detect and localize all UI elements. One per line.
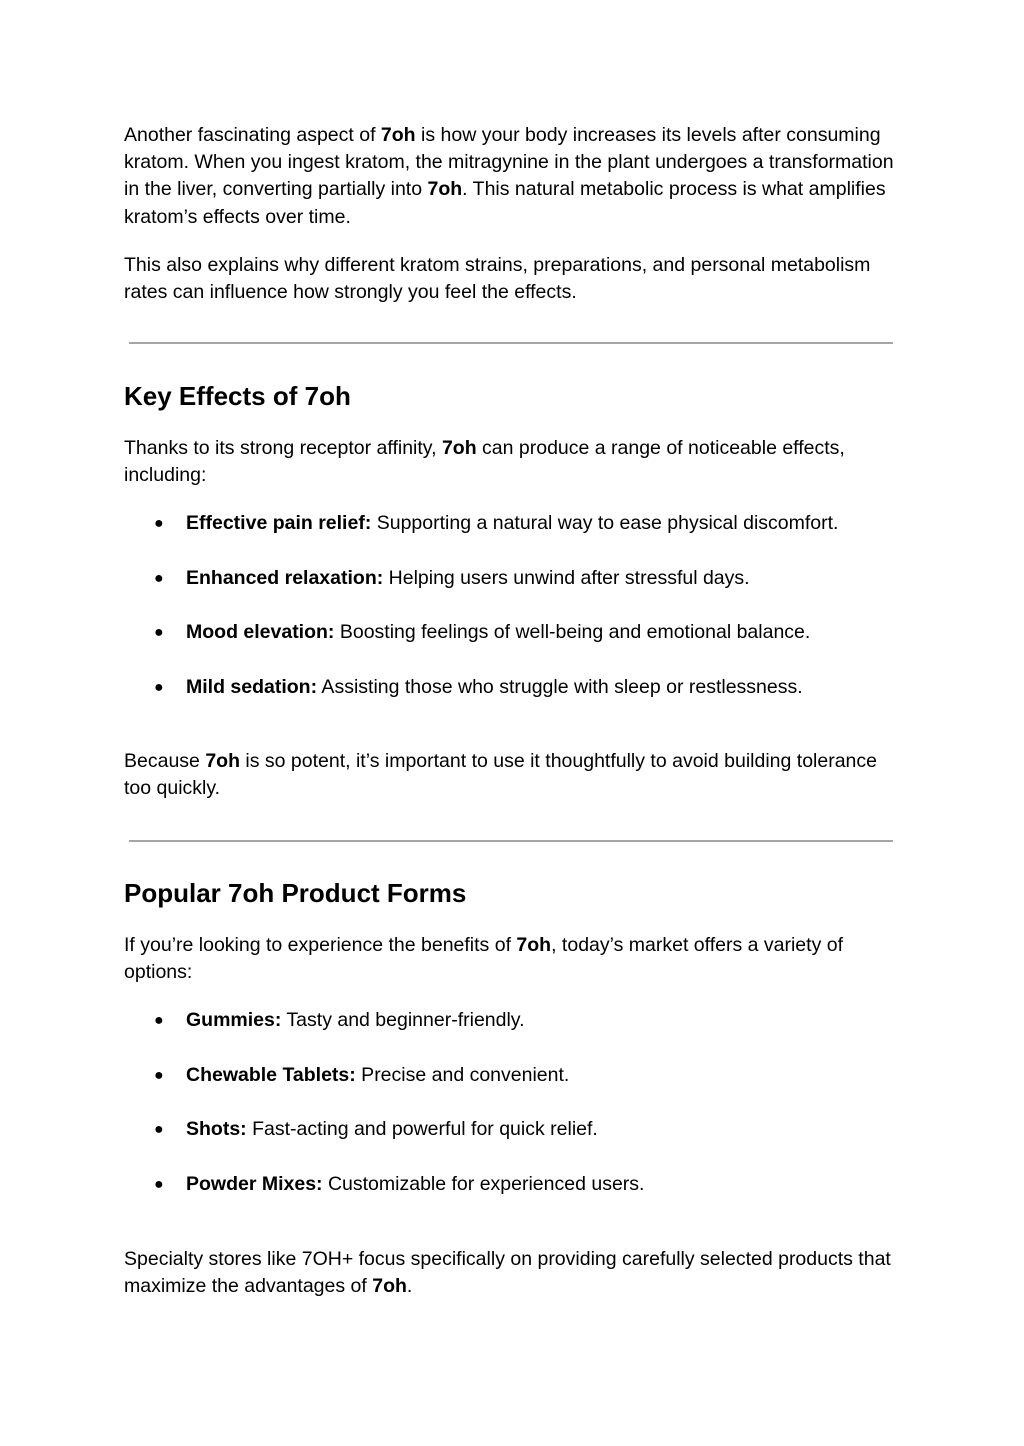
text-span: is how your body increases its levels after consuming kratom. When you ingest kratom, the mitragynine in the plant undergoes a transformation in the liver, converting partially into xyxy=(124,124,894,201)
list-item xyxy=(124,1116,900,1171)
effects-outro-paragraph xyxy=(124,748,900,802)
bullet-icon: ● xyxy=(154,678,164,696)
effects-list xyxy=(124,510,900,728)
bullet-icon: ● xyxy=(154,1121,164,1139)
effects-intro-paragraph xyxy=(124,435,900,489)
section-heading-key-effects: Key Effects of 7oh xyxy=(124,381,351,411)
forms-list xyxy=(124,1007,900,1225)
item-text: Boosting feelings of well-being and emotional balance. xyxy=(334,621,811,644)
horizontal-divider xyxy=(129,840,893,842)
text-span: Another fascinating aspect of xyxy=(124,124,381,146)
item-text: Fast-acting and powerful for quick relief. xyxy=(246,1118,598,1141)
list-item xyxy=(124,1062,900,1117)
text-span: . xyxy=(406,1275,413,1298)
section-heading-product-forms: Popular 7oh Product Forms xyxy=(124,878,467,908)
list-item xyxy=(124,619,900,674)
list-item xyxy=(124,674,900,729)
item-label: Powder Mixes: xyxy=(186,1172,323,1195)
bullet-icon: ● xyxy=(154,1066,164,1084)
bold-term: 7oh xyxy=(427,178,463,201)
bullet-icon: ● xyxy=(154,1012,164,1029)
item-text: Tasty and beginner-friendly. xyxy=(281,1009,525,1031)
bold-term: 7oh xyxy=(205,750,240,772)
item-label: Mild sedation: xyxy=(186,675,318,698)
item-label: Mood elevation: xyxy=(186,621,335,644)
bold-term: 7oh xyxy=(380,124,416,146)
list-item xyxy=(124,565,900,620)
text-span: If you’re looking to experience the benefits of xyxy=(124,934,517,956)
forms-intro-paragraph xyxy=(124,932,900,986)
horizontal-divider xyxy=(129,342,893,344)
bold-term: 7oh xyxy=(441,437,477,459)
text-span: , today’s market offers a variety of options: xyxy=(124,934,844,984)
text-span: . This natural metabolic process is what amplifies kratom’s effects over time. xyxy=(124,178,886,228)
item-label: Enhanced relaxation: xyxy=(186,566,384,589)
bullet-icon: ● xyxy=(154,569,164,587)
bold-term: 7oh xyxy=(372,1275,407,1298)
bullet-icon: ● xyxy=(154,515,164,532)
intro-paragraph-metabolism xyxy=(124,122,900,231)
item-label: Effective pain relief: xyxy=(186,512,372,534)
item-text: Assisting those who struggle with sleep or restlessness. xyxy=(317,675,803,698)
bullet-icon: ● xyxy=(154,1175,164,1193)
item-text: Customizable for experienced users. xyxy=(322,1172,645,1195)
item-text: Precise and convenient. xyxy=(355,1063,570,1086)
text-span: Thanks to its strong receptor affinity, xyxy=(124,437,442,459)
text-span: Specialty stores like 7OH+ focus specifically on providing carefully selected products that maximize the advantages of xyxy=(124,1248,891,1298)
item-label: Shots: xyxy=(186,1118,247,1141)
item-label: Gummies: xyxy=(186,1009,282,1031)
item-text: Helping users unwind after stressful days. xyxy=(383,566,750,589)
bullet-icon: ● xyxy=(154,624,164,642)
intro-paragraph-strains: This also explains why different kratom strains, preparations, and personal metabolism rates can influence how strongly you feel the effects. xyxy=(124,254,871,304)
item-text: Supporting a natural way to ease physical discomfort. xyxy=(371,512,839,534)
item-label: Chewable Tablets: xyxy=(186,1063,356,1086)
text-span: can produce a range of noticeable effects, including: xyxy=(124,437,845,487)
bold-term: 7oh xyxy=(516,934,552,956)
text-span: Because xyxy=(124,750,206,772)
list-item xyxy=(124,510,900,565)
text-span: is so potent, it’s important to use it thoughtfully to avoid building tolerance too quickly. xyxy=(124,750,878,800)
list-item xyxy=(124,1007,900,1062)
list-item xyxy=(124,1171,900,1226)
forms-outro-paragraph xyxy=(124,1246,900,1300)
